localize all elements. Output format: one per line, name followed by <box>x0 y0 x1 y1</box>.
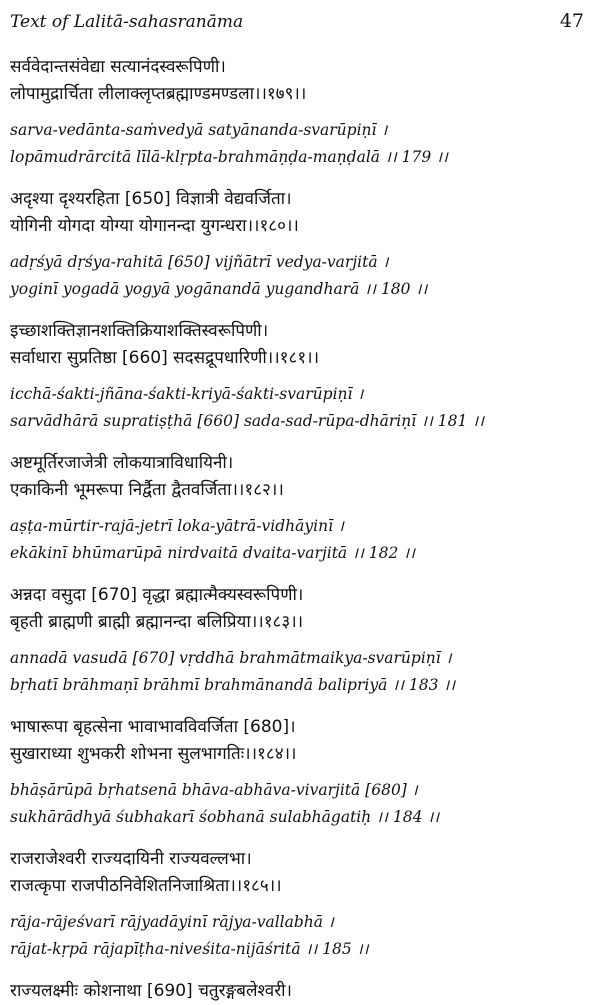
transliteration-line: sarvādhārā supratiṣṭhā [660] sada-sad-rūpa-dhāriṇī ।। 181 ।। <box>10 412 485 430</box>
transliteration-text <box>10 777 586 831</box>
devanagari-line: लोपामुद्रार्चिता लीलाक्लृप्तब्रह्माण्डमण्डला।।१७९।। <box>10 84 307 104</box>
running-head <box>10 10 586 40</box>
transliteration-line: sarva-vedānta-saṁvedyā satyānanda-svarūpiṇī । <box>10 121 388 139</box>
transliteration-text <box>10 117 586 171</box>
devanagari-text <box>10 186 586 240</box>
devanagari-line: सुखाराध्या शुभकरी शोभना सुलभागतिः।।१८४।। <box>10 744 297 764</box>
devanagari-line: बृहती ब्राह्मणी ब्राह्मी ब्रह्मानन्दा बलिप्रिया।।१८३।। <box>10 612 304 632</box>
devanagari-text <box>10 582 586 636</box>
transliteration-text <box>10 381 586 435</box>
devanagari-line: राज्यलक्ष्मीः कोशनाथा [690] चतुरङ्गबलेश्वरी। <box>10 981 292 1001</box>
transliteration-text <box>10 909 586 963</box>
verse-186-partial <box>10 978 586 1005</box>
transliteration-line: rājat-kṛpā rājapīṭha-niveśita-nijāśritā ।। 185 ।। <box>10 940 369 958</box>
transliteration-text <box>10 645 586 699</box>
transliteration-line: yoginī yogadā yogyā yogānandā yugandharā ।। 180 ।। <box>10 280 428 298</box>
devanagari-line: एकाकिनी भूमरूपा निर्द्वैता द्वैतवर्जिता।।१८२।। <box>10 480 284 500</box>
transliteration-line: aṣṭa-mūrtir-rajā-jetrī loka-yātrā-vidhāyinī । <box>10 517 344 535</box>
devanagari-text <box>10 714 586 768</box>
verse-179 <box>10 54 586 171</box>
devanagari-text <box>10 846 586 900</box>
transliteration-text <box>10 249 586 303</box>
devanagari-line: इच्छाशक्तिज्ञानशक्तिक्रियाशक्तिस्वरूपिणी। <box>10 321 269 341</box>
transliteration-line: lopāmudrārcitā līlā-klṛpta-brahmāṇḍa-maṇḍalā ।। 179 ।। <box>10 148 448 166</box>
verse-180 <box>10 186 586 303</box>
transliteration-line: rāja-rājeśvarī rājyadāyinī rājya-vallabhā । <box>10 913 334 931</box>
transliteration-line: bṛhatī brāhmaṇī brāhmī brahmānandā balipriyā ।। 183 ।। <box>10 676 456 694</box>
devanagari-line: अष्टमूर्तिरजाजेत्री लोकयात्राविधायिनी। <box>10 453 234 473</box>
transliteration-line: sukhārādhyā śubhakarī śobhanā sulabhāgatiḥ ।। 184 ।। <box>10 808 440 826</box>
devanagari-line: सर्ववेदान्तसंवेद्या सत्यानंदस्वरूपिणी। <box>10 57 226 77</box>
devanagari-text <box>10 54 586 108</box>
devanagari-text <box>10 450 586 504</box>
devanagari-line: योगिनी योगदा योग्या योगानन्दा युगन्धरा।।१८०।। <box>10 216 299 236</box>
verse-184 <box>10 714 586 831</box>
transliteration-line: icchā-śakti-jñāna-śakti-kriyā-śakti-svarūpiṇī । <box>10 385 364 403</box>
verse-183 <box>10 582 586 699</box>
transliteration-line: adṛśyā dṛśya-rahitā [650] vijñātrī vedya-varjitā । <box>10 253 389 271</box>
verse-185 <box>10 846 586 963</box>
verse-181 <box>10 318 586 435</box>
running-title: Text of Lalitā-sahasranāma <box>10 12 244 32</box>
devanagari-text <box>10 978 586 1005</box>
transliteration-text <box>10 513 586 567</box>
devanagari-line: राजराजेश्वरी राज्यदायिनी राज्यवल्लभा। <box>10 849 252 869</box>
transliteration-line: annadā vasudā [670] vṛddhā brahmātmaikya-svarūpiṇī । <box>10 649 452 667</box>
devanagari-text <box>10 318 586 372</box>
transliteration-line: ekākinī bhūmarūpā nirdvaitā dvaita-varjitā ।। 182 ।। <box>10 544 416 562</box>
devanagari-line: भाषारूपा बृहत्सेना भावाभावविवर्जिता [680]। <box>10 717 296 737</box>
devanagari-line: अन्नदा वसुदा [670] वृद्धा ब्रह्मात्मैक्यस्वरूपिणी। <box>10 585 304 605</box>
verse-182 <box>10 450 586 567</box>
page-number: 47 <box>559 10 584 32</box>
devanagari-line: राजत्कृपा राजपीठनिवेशितनिजाश्रिता।।१८५।। <box>10 876 282 896</box>
devanagari-line: अदृश्या दृश्यरहिता [650] विज्ञात्री वेद्यवर्जिता। <box>10 189 292 209</box>
devanagari-line: सर्वाधारा सुप्रतिष्ठा [660] सदसद्रूपधारिणी।।१८१।। <box>10 348 320 368</box>
transliteration-line: bhāṣārūpā bṛhatsenā bhāva-abhāva-vivarjitā [680] । <box>10 781 418 799</box>
